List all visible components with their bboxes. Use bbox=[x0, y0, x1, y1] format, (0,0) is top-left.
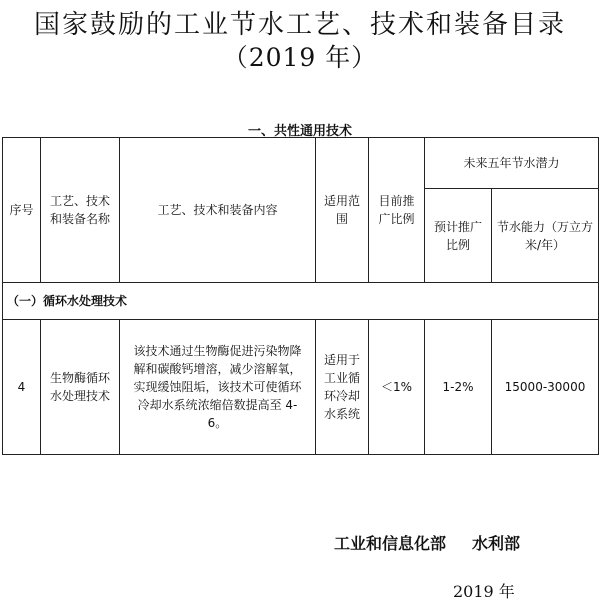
issuing-organizations bbox=[334, 531, 520, 554]
technology-catalog-table bbox=[2, 137, 599, 455]
header-potential-group: 未来五年节水潜力 bbox=[425, 138, 599, 189]
cell-expected-ratio: 1-2% bbox=[425, 320, 492, 455]
header-expected-ratio: 预计推广比例 bbox=[425, 189, 492, 283]
header-scope: 适用范围 bbox=[316, 138, 369, 283]
table-row bbox=[3, 320, 599, 455]
cell-current-ratio: ＜1% bbox=[369, 320, 425, 455]
cell-name: 生物酶循环水处理技术 bbox=[41, 320, 120, 455]
section-heading: 一、共性通用技术 bbox=[247, 124, 352, 139]
org-miit: 工业和信息化部 bbox=[334, 534, 447, 553]
header-name: 工艺、技术和装备名称 bbox=[41, 138, 120, 283]
cell-seq: 4 bbox=[3, 320, 41, 455]
org-water-ministry: 水利部 bbox=[472, 534, 521, 553]
header-current-ratio: 目前推广比例 bbox=[369, 138, 425, 283]
header-saving-capacity: 节水能力（万立方米/年） bbox=[492, 189, 599, 283]
cell-scope: 适用于工业循环冷却水系统 bbox=[316, 320, 369, 455]
header-seq: 序号 bbox=[3, 138, 41, 283]
header-content: 工艺、技术和装备内容 bbox=[120, 138, 316, 283]
issue-year: 2019 年 bbox=[453, 582, 515, 601]
cell-saving-capacity: 15000-30000 bbox=[492, 320, 599, 455]
document-title: 国家鼓励的工业节水工艺、技术和装备目录 bbox=[33, 10, 566, 40]
document-year-subtitle: （2019 年） bbox=[222, 43, 378, 72]
category-row: （一）循环水处理技术 bbox=[3, 283, 599, 320]
cell-content: 该技术通过生物酶促进污染物降解和碳酸钙增溶，减少溶解氧， 实现缓蚀阻垢，该技术可使循环冷却水系统浓缩倍数提高至 4-6。 bbox=[120, 320, 316, 455]
